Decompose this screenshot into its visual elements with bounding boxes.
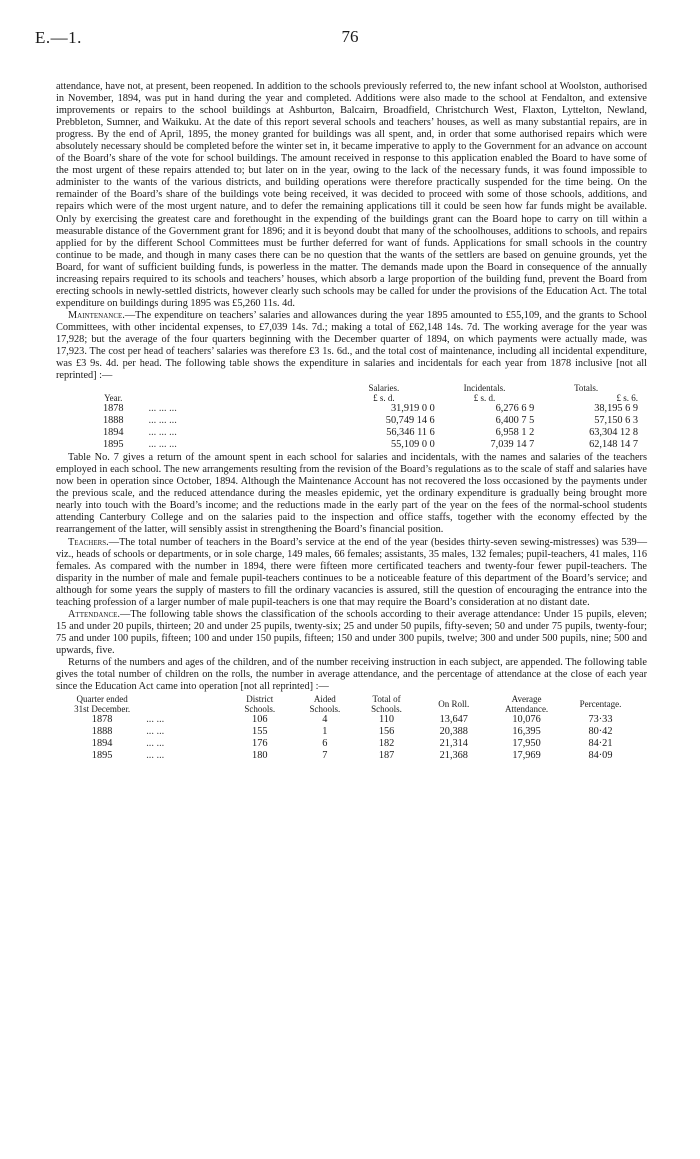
cell-year: 1878 [102, 403, 124, 415]
col-header-roll: On Roll. [438, 699, 470, 710]
cell-average: 17,950 [512, 738, 541, 750]
cell-salaries: 56,346 11 6 [386, 427, 435, 439]
table-row [78, 403, 638, 415]
cell-aided: 4 [322, 714, 328, 726]
paragraph-returns: Returns of the numbers and ages of the children, and of the number receiving instruction in each subject, are appended. The following table gives the total number of children on the rolls, the number in average attendance, and the percentage of attendance at the close of each year since the Education Act came into operation [not all reprinted] :— [56, 656, 647, 693]
table-row [58, 750, 638, 762]
paragraph-maintenance-text: —The expenditure on teachers’ salaries and allowances during the year 1895 amounted to £55,109, and the grants to School Committees, with other incidental expenses, to £7,039 14s. 7d.; making a total of £62,148 14s. 7d. The working average for the year was 17,928; but the average of the four quarters beginning with the December quarter of 1894, on which payments were actually made, was 17,923. The cost per head of teachers’ salaries was therefore £3 1s. 6d., and the total cost of maintenance, including all incidental expenditure, was £3 9s. 4d. per head. The following table shows the expenditure in salaries and incidentals for each year from 1878 inclusive [not all reprinted] :— [56, 309, 647, 382]
section-heading-maintenance: Maintenance. [68, 309, 125, 321]
paragraph-buildings: attendance, have not, at present, been reopened. In addition to the schools previously referred to, the new infant school at Woolston, authorised in November, 1894, was put in hand during the year and completed. Additions were also made to the school at Fendalton, and extensive improvements or repairs to the school buildings at Ashburton, Balcairn, Broadfield, Christchurch West, Flaxton, Lyttelton, Newland, Prebbleton, Sumner, and Waikuku. At the date of this report several schools and teachers’ houses, as well as many substantial repairs, are in progress. By the end of April, 1895, the money granted for buildings was all spent, and, in order that some authorised repairs which were absolutely necessary should be completed before the winter set in, it became imperative to apply to the Government for an advance on account of the Board’s share of the vote for school buildings. The amount received in response to this application enabled the Board to have some of the most urgent of these repairs attended to; but later on in the year, owing to the lack of the necessary funds, it was found impossible to administer to the wants of the various districts, and building operations were therefore practically suspended for the time being. On the remainder of the Board’s share of the buildings vote being received, it was decided to proceed with some of those schools, additions, and repairs which were of the most urgent nature, and to defer the remaining applications till it could be seen how far funds might be available. Only by exercising the greatest care and forethought in the expending of the buildings grant can the Board hope to carry on till within a measurable distance of the Government grant for 1896; and it is beyond doubt that many of the schoolhouses, additions to schools, and repairs applied for by the different School Committees must be further deferred for want of funds. Applications for small schools in the country continue to be made, and though in many cases there can be no question that the wants of the settlers are based on genuine grounds, yet the Board, for want of sufficient building funds, is powerless in the matter. The demands made upon the Board in consequence of the annually increasing repairs required to its schools and teachers’ houses, which absorb a large proportion of the building fund, prevent the Board from erecting schools in newly-settled districts, however clearly such schools may be called for under the provisions of the Education Act. The total expenditure on buildings during 1895 was £5,260 11s. 4d. [56, 81, 647, 309]
cell-district: 180 [252, 750, 268, 762]
units-salaries: £ s. d. [373, 393, 395, 404]
col-header-district: District Schools. [244, 694, 276, 715]
cell-percentage: 84·21 [588, 738, 613, 750]
dot-leader: ... ... ... [148, 415, 177, 427]
cell-year: 1888 [91, 726, 113, 738]
cell-year: 1895 [91, 750, 113, 762]
cell-totals: 57,150 6 3 [594, 415, 638, 427]
table-header-row [58, 694, 638, 714]
cell-roll: 21,314 [439, 738, 468, 750]
paragraph-teachers [56, 537, 647, 609]
units-incidentals: £ s. d. [473, 393, 496, 404]
cell-district: 155 [252, 726, 268, 738]
cell-total: 156 [378, 726, 395, 738]
table-header-row [78, 383, 638, 393]
cell-year: 1894 [91, 738, 113, 750]
cell-totals: 38,195 6 9 [594, 403, 638, 415]
cell-year: 1894 [102, 427, 124, 439]
cell-incidentals: 6,958 1 2 [495, 427, 535, 439]
col-header-salaries: Salaries. [368, 383, 400, 394]
section-heading-teachers: Teachers. [68, 536, 109, 548]
dot-leader: ... ... [146, 750, 165, 762]
cell-salaries: 55,109 0 0 [390, 439, 435, 451]
cell-incidentals: 6,276 6 9 [495, 403, 535, 415]
cell-roll: 20,388 [439, 726, 468, 738]
cell-year: 1895 [102, 439, 124, 451]
cell-aided: 1 [322, 726, 328, 738]
cell-aided: 6 [322, 738, 328, 750]
cell-average: 17,969 [512, 750, 541, 762]
cell-average: 10,076 [512, 714, 541, 726]
cell-incidentals: 7,039 14 7 [490, 439, 535, 451]
cell-percentage: 84·09 [588, 750, 613, 762]
col-header-average: Average Attendance. [504, 694, 549, 715]
cell-district: 106 [252, 714, 268, 726]
document-body [56, 81, 647, 762]
cell-total: 187 [378, 750, 395, 762]
dot-leader: ... ... [146, 726, 165, 738]
paragraph-attendance-text: —The following table shows the classification of the schools according to their average attendance: Under 15 pupils, eleven; 15 and under 20 pupils, thirteen; 20 and under 25 pupils, twenty-six; 25 and under 50 pupils, fifty-seven; 50 and under 75 pupils, twenty-four; 75 and under 100 pupils, fifteen; 100 and under 150 pupils, fifteen; 150 and under 300 pupils, twelve; 300 and under 500 pupils, nine; 500 and upwards, five. [56, 608, 647, 656]
cell-average: 16,395 [512, 726, 541, 738]
units-totals: £ s. 6. [616, 393, 638, 404]
col-header-incidentals: Incidentals. [463, 383, 506, 394]
page-number: 76 [341, 27, 359, 46]
dot-leader: ... ... ... [148, 439, 177, 451]
paragraph-attendance [56, 609, 647, 657]
cell-year: 1888 [102, 415, 124, 427]
cell-roll: 13,647 [439, 714, 468, 726]
col-header-totals: Totals. [574, 383, 599, 394]
cell-district: 176 [252, 738, 268, 750]
cell-percentage: 80·42 [588, 726, 613, 738]
table-row [78, 415, 638, 427]
dot-leader: ... ... ... [148, 427, 177, 439]
cell-aided: 7 [322, 750, 328, 762]
table-row [78, 439, 638, 451]
paragraph-teachers-text: —The total number of teachers in the Board’s service at the end of the year (besides thirty-seven sewing-mistresses) was 539—viz., heads of schools or departments, or in sole charge, 149 males, 66 females; assistants, 35 males, 132 females; pupil-teachers, 41 males, 116 females. As compared with the number in 1894, there were fifteen more certificated teachers and twenty-four fewer pupil-teachers. The disparity in the number of male and female pupil-teachers continues to be a noticeable feature of this department of the Board’s service; and although for some years the supply of masters to fill the ordinary vacancies is assured, still the question of encouraging the entrance into the teaching profession of a larger number of male pupil-teachers is one that may require the Board’s consideration at no distant date. [56, 536, 647, 608]
cell-percentage: 73·33 [588, 714, 613, 726]
table-header-row [78, 393, 638, 403]
col-header-total: Total of Schools. [371, 694, 402, 715]
section-heading-attendance: Attendance. [68, 608, 121, 620]
table-row [78, 427, 638, 439]
cell-incidentals: 6,400 7 5 [495, 415, 535, 427]
dot-leader: ... ... ... [148, 403, 177, 415]
cell-totals: 62,148 14 7 [589, 439, 638, 451]
series-code: E.—1. [35, 28, 82, 47]
col-header-year-label: Year. [104, 393, 123, 404]
table-row [58, 726, 638, 738]
cell-salaries: 31,919 0 0 [390, 403, 435, 415]
col-header-percentage: Percentage. [579, 699, 622, 710]
cell-totals: 63,304 12 8 [589, 427, 638, 439]
attendance-table [58, 694, 638, 762]
table-row [58, 738, 638, 750]
table-row [58, 714, 638, 726]
col-header-year [78, 383, 149, 393]
dot-leader: ... ... [146, 738, 165, 750]
dot-leader: ... ... [146, 714, 165, 726]
col-header-aided: Aided Schools. [309, 694, 341, 715]
cell-year: 1878 [91, 714, 113, 726]
cell-roll: 21,368 [439, 750, 468, 762]
cell-total: 182 [378, 738, 395, 750]
paragraph-maintenance [56, 310, 647, 382]
col-header-quarter: Quarter ended 31st December. [74, 694, 131, 715]
cell-total: 110 [379, 714, 395, 726]
paragraph-table-7: Table No. 7 gives a return of the amount spent in each school for salaries and incidentals, with the names and salaries of the teachers employed in each school. The new arrangements resulting from the revision of the Board’s regulations as to the scale of staff and salaries have now been in operation since October, 1894. Although the Maintenance Account has not recovered the loss occasioned by the payments under the previous scale, and the reduced attendance during the measles epidemic, yet the ordinary expenditure is gradually being brought more nearly into touch with the Board’s income; and the reductions made in the early part of the year on the fees of the normal-school students attending Canterbury College and on the salaries paid to the inspection and office staffs, together with the economy effected by the rearrangement of the latter, will sensibly assist in strengthening the Board’s financial position. [56, 452, 647, 536]
expenditure-table [78, 383, 638, 451]
cell-salaries: 50,749 14 6 [385, 415, 435, 427]
